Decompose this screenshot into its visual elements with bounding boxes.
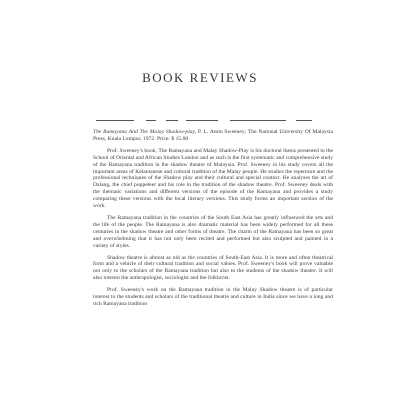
heading-rule <box>166 120 178 121</box>
review-paragraph: Shadow theatre is almost as old as the countries of South-East Asia. It is more and often theatrical form and a vehicle of their cultural tradition and social values. Prof. Sweeney's book will prove valuable not only to the scholars of the Ramayana tradition but also to the students of the shadow theatre. It will also interest the anthropologist, sociologist and the folklorist. <box>93 254 333 282</box>
heading-rule <box>230 120 286 121</box>
heading-rule <box>296 120 312 121</box>
heading-rule <box>146 120 156 121</box>
heading-rule <box>186 120 218 121</box>
book-citation <box>93 129 333 143</box>
section-heading: BOOK REVIEWS <box>142 70 258 85</box>
review-paragraph: Prof. Sweeney's book, The Ramayana and Malay Shadow-Play is his doctoral thesis presented to the School of Oriental and African Studies London and as such is the first systematic and comprehensive study of the Ramayana tradition in the shadow theatre of Malaysia. Prof. Sweeney in his study covers all the important areas of Kelantanese and cultural tradition of the Malay people. He studies the repertoire and the professional techniques of the Shadow play and their cultural and special context. He analyses the art of Dalang, the chief puppeteer and his role in the tradition of the shadow theatre. Prof. Sweeney deals with the thematic variations and different versions of the episode of the Ramayana and provides a study comparing these versions with the local literary versions. This study forms an important section of the work. <box>93 147 333 210</box>
book-publication-details: P. L. Amin Sweeney; The National University Of Malaysia Press, Kuala Lumpur, 1972. Price: $ 15.00 <box>93 129 333 142</box>
review-body <box>93 129 333 313</box>
review-paragraph: Prof. Sweeney's work on the Ramayana tradition in the Malay Shadow theatre is of particular interest to the students and scholars of the traditional theatre and culture in India since we have a long and rich Ramayana tradition <box>93 287 333 307</box>
heading-rule <box>96 120 134 121</box>
review-paragraph: The Ramayana tradition in the countries of the South East Asia has greatly influenced the arts and the life of the people. The Ramayana is also dramatic material has been widely performed for all these centuries in the shadow theatre and other forms of theatre. The charm of the Ramayana has been so great and overwhelming that it has not only been recited and performed but also sculpted and painted in a variety of styles. <box>93 214 333 249</box>
book-title: The Ramayana And The Malay Shadow-play, <box>93 129 197 135</box>
